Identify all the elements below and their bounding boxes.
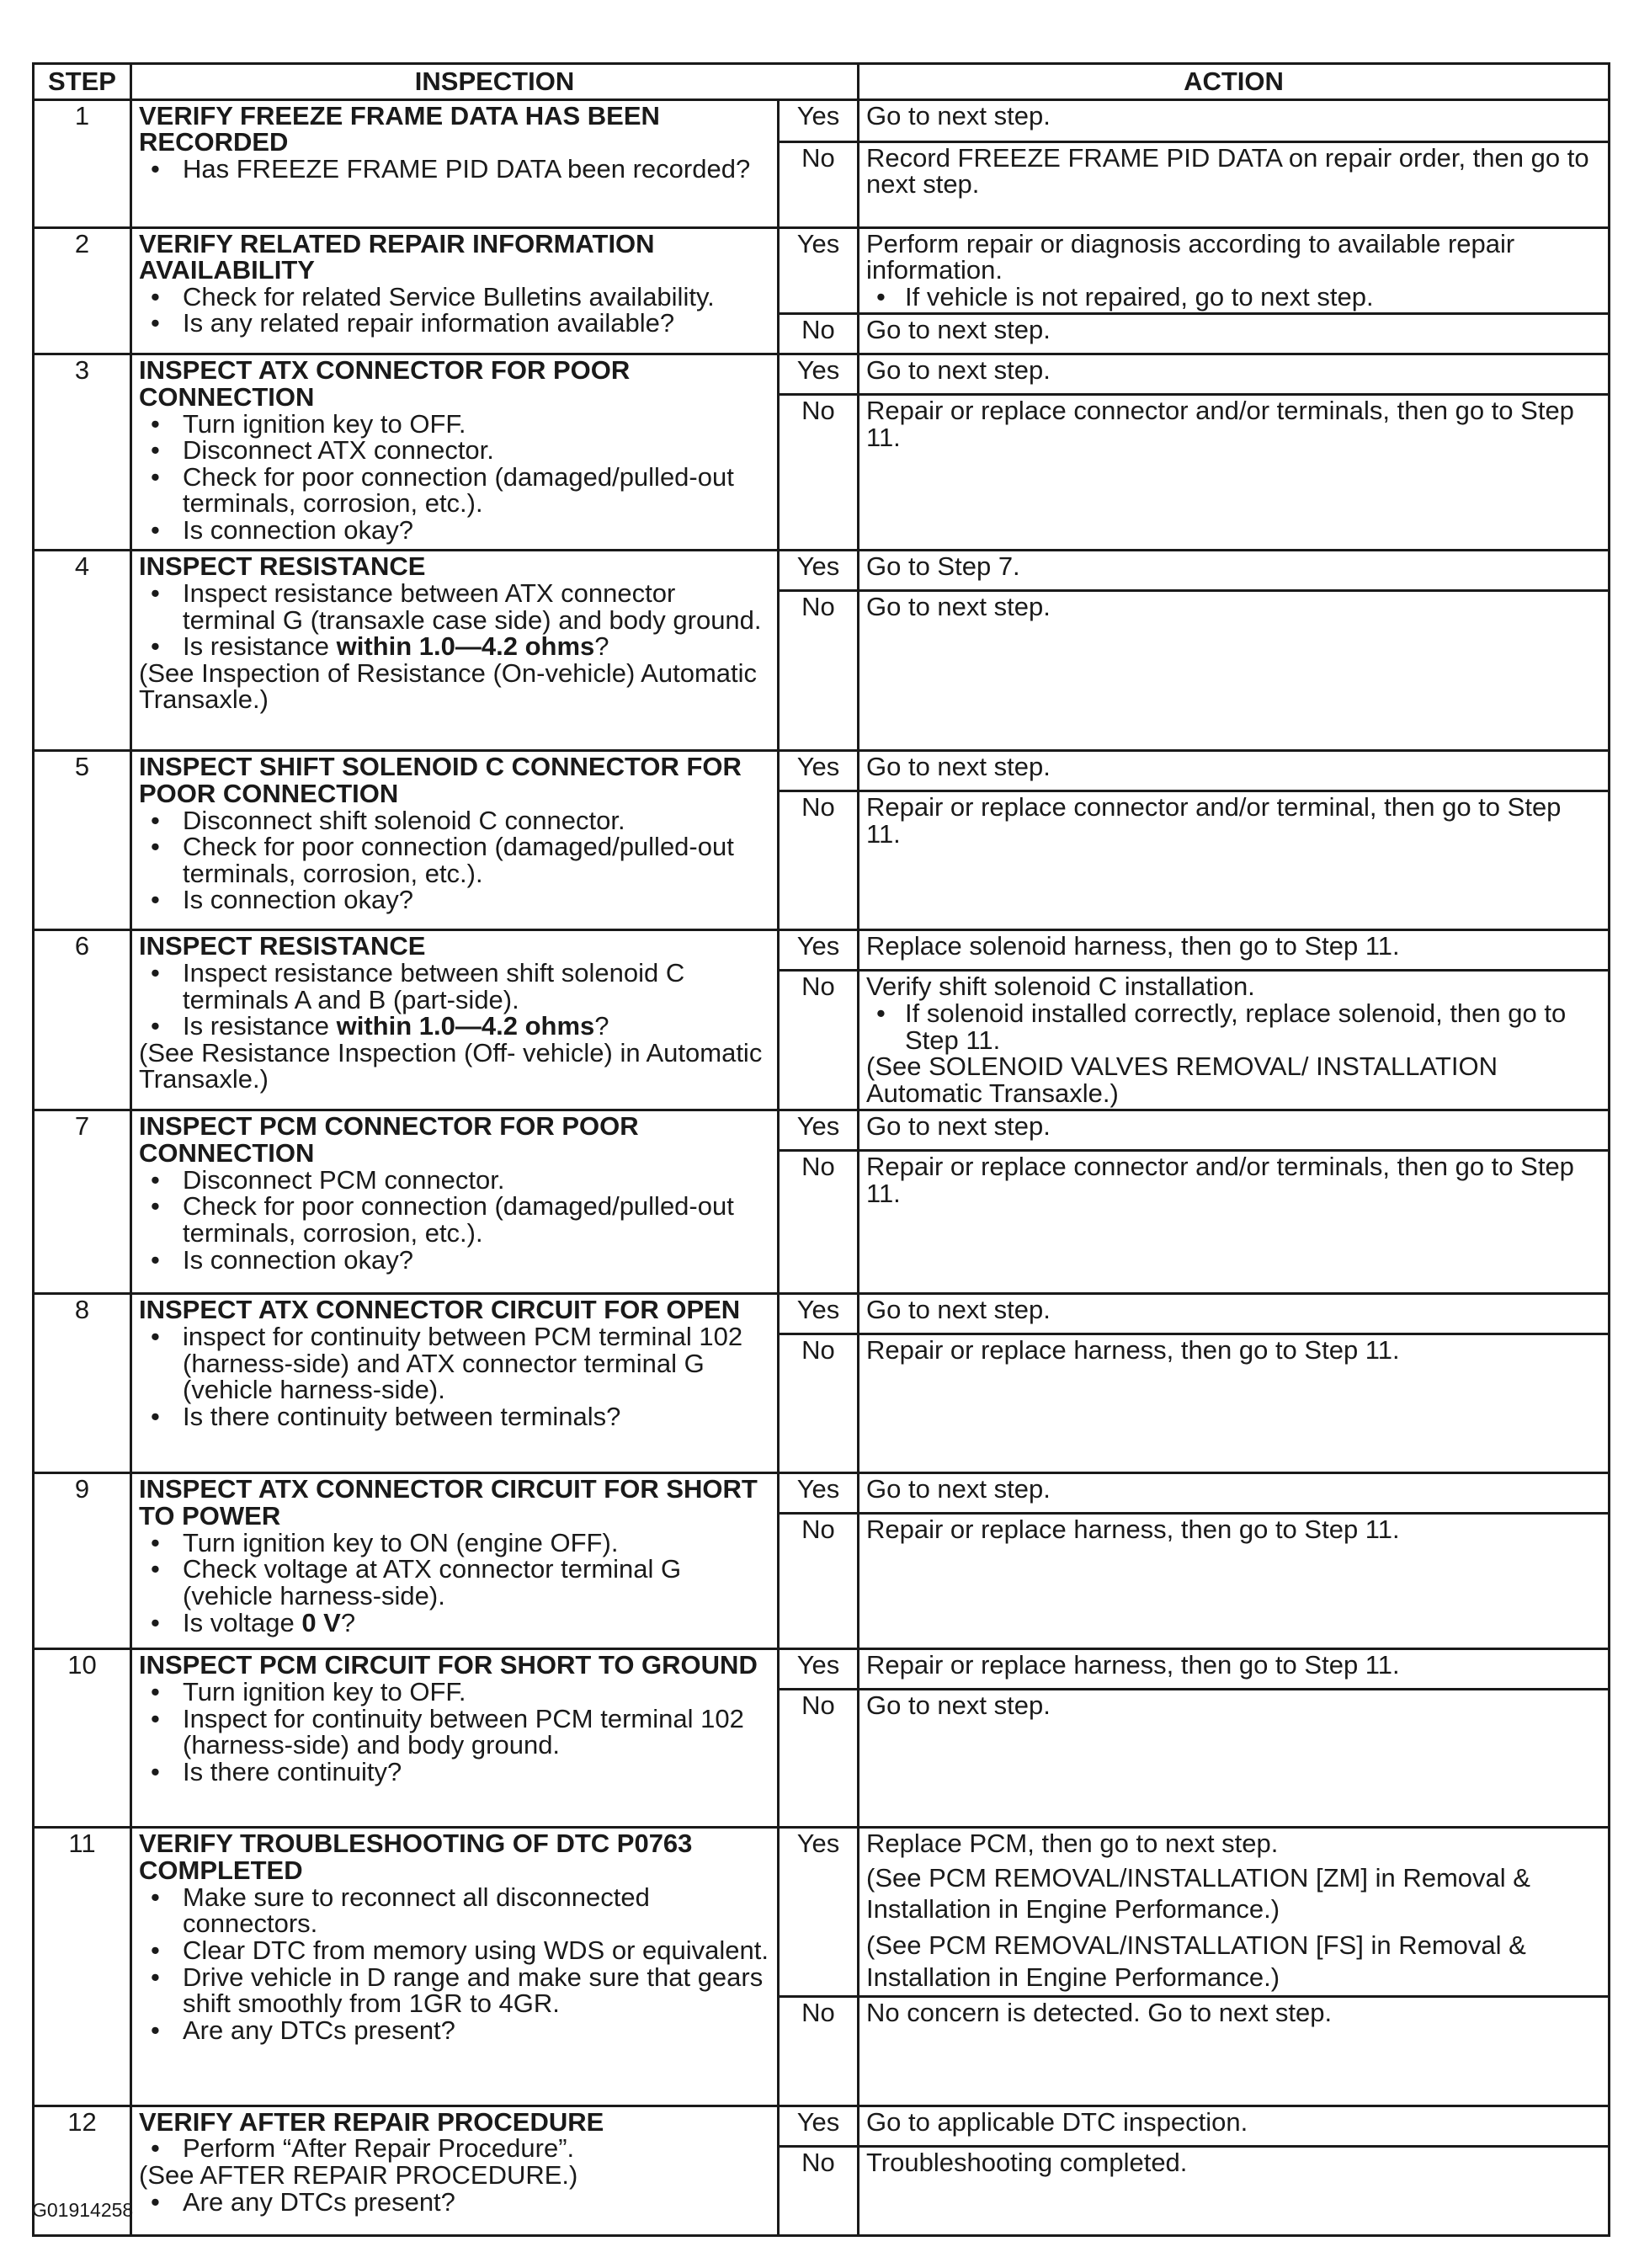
inspection-cell xyxy=(131,551,779,751)
step-number: 4 xyxy=(34,551,131,751)
no-action xyxy=(859,971,1610,1110)
yes-label: Yes xyxy=(779,751,859,791)
inspection-cell xyxy=(131,227,779,354)
yes-action xyxy=(859,930,1610,971)
table-row xyxy=(34,227,1610,314)
inspection-item: • Are any DTCs present? xyxy=(139,2189,770,2216)
inspection-item: • Has FREEZE FRAME PID DATA been recorded? xyxy=(139,156,770,183)
inspection-item: • Clear DTC from memory using WDS or equivalent. xyxy=(139,1937,770,1964)
yes-action xyxy=(859,1473,1610,1514)
table-row xyxy=(34,930,1610,971)
no-action xyxy=(859,1334,1610,1473)
table-row xyxy=(34,1828,1610,1996)
inspection-cell xyxy=(131,1110,779,1294)
inspection-item-text: Is resistance xyxy=(183,1011,337,1041)
action-text: No concern is detected. Go to next step. xyxy=(866,1997,1333,2027)
no-action xyxy=(859,2146,1610,2235)
action-reference-note: (See PCM REMOVAL/INSTALLATION [FS] in Removal & Installation in Engine Performance.) xyxy=(866,1930,1526,1992)
inspection-item-text: ? xyxy=(594,631,609,662)
no-label: No xyxy=(779,1690,859,1828)
step-number: 7 xyxy=(34,1110,131,1294)
inspection-cell xyxy=(131,1294,779,1473)
specification-value: within 1.0—4.2 ohms xyxy=(336,1011,595,1041)
no-action xyxy=(859,791,1610,930)
action-text: Go to next step. xyxy=(866,592,1051,622)
inspection-item: • Are any DTCs present? xyxy=(139,2017,770,2044)
inspection-item: • inspect for continuity between PCM terminal 102 (harness-side) and ATX connector terminal G (vehicle harness-side). xyxy=(139,1323,770,1403)
table-body xyxy=(34,99,1610,2235)
inspection-list xyxy=(139,807,770,913)
inspection-item: • Is any related repair information available? xyxy=(139,310,770,337)
inspection-item: • Drive vehicle in D range and make sure that gears shift smoothly from 1GR to 4GR. xyxy=(139,1964,770,2017)
no-action xyxy=(859,314,1610,354)
inspection-list xyxy=(139,580,770,660)
yes-label: Yes xyxy=(779,99,859,141)
yes-label: Yes xyxy=(779,1473,859,1514)
inspection-item: • Turn ignition key to OFF. xyxy=(139,411,770,438)
inspection-cell xyxy=(131,751,779,930)
step-number: 2 xyxy=(34,227,131,354)
inspection-list xyxy=(139,281,770,338)
yes-label: Yes xyxy=(779,1294,859,1334)
inspection-item xyxy=(139,633,770,660)
inspection-cell xyxy=(131,930,779,1110)
yes-label: Yes xyxy=(779,2106,859,2146)
inspection-title: INSPECT RESISTANCE xyxy=(139,931,426,961)
inspection-title: VERIFY TROUBLESHOOTING OF DTC P0763 COMPLETED xyxy=(139,1829,693,1886)
inspection-item: • Check for poor connection (damaged/pulled-out terminals, corrosion, etc.). xyxy=(139,1193,770,1246)
table-header-row xyxy=(34,64,1610,100)
no-action xyxy=(859,1996,1610,2106)
no-action xyxy=(859,395,1610,551)
inspection-title: INSPECT PCM CONNECTOR FOR POOR CONNECTION xyxy=(139,1111,639,1169)
table-row xyxy=(34,1473,1610,1514)
yes-label: Yes xyxy=(779,1828,859,1996)
inspection-cell xyxy=(131,1828,779,2106)
action-text: Go to next step. xyxy=(866,355,1051,386)
inspection-list xyxy=(139,960,770,1040)
inspection-title: INSPECT RESISTANCE xyxy=(139,551,426,582)
table-row xyxy=(34,551,1610,591)
inspection-item: • Turn ignition key to OFF. xyxy=(139,1679,770,1706)
inspection-item: • Check voltage at ATX connector terminal G (vehicle harness-side). xyxy=(139,1556,770,1609)
no-label: No xyxy=(779,2146,859,2235)
action-text: Replace PCM, then go to next step. xyxy=(866,1829,1279,1859)
inspection-cell xyxy=(131,1649,779,1828)
table-row xyxy=(34,1110,1610,1151)
inspection-item: • Inspect resistance between ATX connector terminal G (transaxle case side) and body ground. xyxy=(139,580,770,633)
inspection-item: • Disconnect shift solenoid C connector. xyxy=(139,807,770,834)
action-item: • If solenoid installed correctly, replace solenoid, then go to Step 11. xyxy=(866,1000,1601,1053)
step-number: 11 xyxy=(34,1828,131,2106)
header-step: STEP xyxy=(34,64,131,100)
inspection-item: • Make sure to reconnect all disconnected connectors. xyxy=(139,1884,770,1937)
no-action xyxy=(859,591,1610,751)
inspection-item-text: ? xyxy=(594,1011,609,1041)
inspection-list xyxy=(139,1323,770,1429)
table-row xyxy=(34,751,1610,791)
no-label: No xyxy=(779,1514,859,1649)
inspection-list xyxy=(139,1679,770,1785)
yes-action xyxy=(859,1110,1610,1151)
inspection-title: VERIFY AFTER REPAIR PROCEDURE xyxy=(139,2106,604,2137)
inspection-title: VERIFY RELATED REPAIR INFORMATION AVAILABILITY xyxy=(139,228,655,285)
no-label: No xyxy=(779,1334,859,1473)
inspection-item-text: Is voltage xyxy=(183,1607,302,1637)
action-text: Record FREEZE FRAME PID DATA on repair order, then go to next step. xyxy=(866,142,1589,200)
inspection-item: • Turn ignition key to ON (engine OFF). xyxy=(139,1530,770,1557)
yes-action xyxy=(859,1294,1610,1334)
action-text: Repair or replace connector and/or terminals, then go to Step 11. xyxy=(866,396,1574,453)
no-label: No xyxy=(779,791,859,930)
action-text: Repair or replace connector and/or terminals, then go to Step 11. xyxy=(866,1152,1574,1209)
specification-value: 0 V xyxy=(301,1607,341,1637)
action-text: Go to next step. xyxy=(866,752,1051,782)
specification-value: within 1.0—4.2 ohms xyxy=(336,631,595,662)
inspection-item-text: ? xyxy=(340,1607,356,1637)
no-label: No xyxy=(779,1151,859,1294)
inspection-item: • Is connection okay? xyxy=(139,1247,770,1274)
table-row xyxy=(34,2106,1610,2146)
no-action xyxy=(859,1514,1610,1649)
table-row xyxy=(34,99,1610,141)
action-text: Repair or replace harness, then go to Step 11. xyxy=(866,1335,1400,1366)
inspection-title: VERIFY FREEZE FRAME DATA HAS BEEN RECORDED xyxy=(139,100,660,157)
action-text: Go to next step. xyxy=(866,1474,1051,1504)
inspection-cell xyxy=(131,354,779,551)
inspection-item: • Is there continuity? xyxy=(139,1759,770,1786)
step-number: 1 xyxy=(34,99,131,227)
yes-label: Yes xyxy=(779,227,859,314)
inspection-title: INSPECT ATX CONNECTOR CIRCUIT FOR SHORT TO POWER xyxy=(139,1474,758,1531)
step-number: 6 xyxy=(34,930,131,1110)
action-text: Verify shift solenoid C installation. xyxy=(866,972,1255,1002)
inspection-title: INSPECT ATX CONNECTOR FOR POOR CONNECTION xyxy=(139,355,631,413)
action-item: • If vehicle is not repaired, go to next step. xyxy=(866,284,1601,311)
action-list xyxy=(866,281,1601,311)
inspection-item: • Check for related Service Bulletins availability. xyxy=(139,284,770,311)
step-number: 10 xyxy=(34,1649,131,1828)
yes-label: Yes xyxy=(779,1649,859,1690)
action-text: Go to next step. xyxy=(866,1295,1051,1325)
no-label: No xyxy=(779,1996,859,2106)
no-label: No xyxy=(779,314,859,354)
step-number: 3 xyxy=(34,354,131,551)
inspection-list xyxy=(139,2135,770,2162)
inspection-note: (See Resistance Inspection (Off- vehicle) in Automatic Transaxle.) xyxy=(139,1037,763,1094)
yes-action xyxy=(859,354,1610,395)
step-number: 5 xyxy=(34,751,131,930)
action-text: Repair or replace connector and/or terminal, then go to Step 11. xyxy=(866,792,1562,849)
no-label: No xyxy=(779,971,859,1110)
yes-label: Yes xyxy=(779,1110,859,1151)
inspection-cell xyxy=(131,99,779,227)
inspection-cell xyxy=(131,1473,779,1649)
inspection-list xyxy=(139,408,770,546)
no-action xyxy=(859,1690,1610,1828)
inspection-title: INSPECT PCM CIRCUIT FOR SHORT TO GROUND xyxy=(139,1650,758,1680)
step-number: 9 xyxy=(34,1473,131,1649)
table-row xyxy=(34,354,1610,395)
yes-action xyxy=(859,1828,1610,1996)
yes-label: Yes xyxy=(779,354,859,395)
inspection-title: INSPECT ATX CONNECTOR CIRCUIT FOR OPEN xyxy=(139,1295,741,1325)
action-reference-note: (See SOLENOID VALVES REMOVAL/ INSTALLATION Automatic Transaxle.) xyxy=(866,1051,1498,1108)
header-action: ACTION xyxy=(859,64,1610,100)
troubleshooting-table xyxy=(32,62,1610,2237)
inspection-item: • Check for poor connection (damaged/pulled-out terminals, corrosion, etc.). xyxy=(139,833,770,886)
inspection-note: (See Inspection of Resistance (On-vehicle) Automatic Transaxle.) xyxy=(139,658,758,715)
no-label: No xyxy=(779,591,859,751)
inspection-note: (See AFTER REPAIR PROCEDURE.) xyxy=(139,2160,578,2191)
no-action xyxy=(859,1151,1610,1294)
action-text: Perform repair or diagnosis according to available repair information. xyxy=(866,228,1515,285)
yes-action xyxy=(859,2106,1610,2146)
figure-id: G01914258 xyxy=(32,2199,134,2221)
inspection-item: • Is connection okay? xyxy=(139,517,770,544)
no-action xyxy=(859,141,1610,227)
inspection-item: • Inspect resistance between shift solenoid C terminals A and B (part-side). xyxy=(139,960,770,1013)
action-text: Troubleshooting completed. xyxy=(866,2147,1188,2177)
action-text: Go to Step 7. xyxy=(866,551,1020,582)
step-number: 8 xyxy=(34,1294,131,1473)
inspection-item: • Check for poor connection (damaged/pulled-out terminals, corrosion, etc.). xyxy=(139,464,770,517)
inspection-item: • Is there continuity between terminals? xyxy=(139,1403,770,1430)
inspection-title: INSPECT SHIFT SOLENOID C CONNECTOR FOR POOR CONNECTION xyxy=(139,752,742,809)
action-text: Repair or replace harness, then go to Step 11. xyxy=(866,1650,1400,1680)
inspection-list xyxy=(139,1527,770,1637)
inspection-item xyxy=(139,1607,770,1637)
no-label: No xyxy=(779,395,859,551)
yes-action xyxy=(859,99,1610,141)
action-text: Replace solenoid harness, then go to Step 11. xyxy=(866,931,1400,961)
inspection-item: • Perform “After Repair Procedure”. xyxy=(139,2135,770,2162)
action-text: Go to next step. xyxy=(866,100,1051,130)
table-row xyxy=(34,1294,1610,1334)
yes-label: Yes xyxy=(779,551,859,591)
action-list xyxy=(866,1000,1601,1053)
action-text: Go to next step. xyxy=(866,1690,1051,1721)
header-inspection: INSPECTION xyxy=(131,64,859,100)
yes-action xyxy=(859,227,1610,314)
inspection-item: • Disconnect ATX connector. xyxy=(139,437,770,464)
inspection-item: • Disconnect PCM connector. xyxy=(139,1167,770,1194)
inspection-item xyxy=(139,1013,770,1040)
inspection-item: • Inspect for continuity between PCM terminal 102 (harness-side) and body ground. xyxy=(139,1706,770,1759)
inspection-list xyxy=(139,1884,770,2044)
inspection-cell xyxy=(131,2106,779,2235)
inspection-list xyxy=(139,1164,770,1275)
yes-label: Yes xyxy=(779,930,859,971)
inspection-list xyxy=(139,153,770,184)
action-text: Repair or replace harness, then go to Step 11. xyxy=(866,1515,1400,1545)
inspection-list xyxy=(139,2186,770,2217)
action-text: Go to applicable DTC inspection. xyxy=(866,2106,1248,2137)
yes-action xyxy=(859,551,1610,591)
action-text: Go to next step. xyxy=(866,1111,1051,1142)
inspection-item: • Is connection okay? xyxy=(139,886,770,913)
table-row xyxy=(34,1649,1610,1690)
step-number: 12 xyxy=(34,2106,131,2235)
no-label: No xyxy=(779,141,859,227)
yes-action xyxy=(859,1649,1610,1690)
action-text: Go to next step. xyxy=(866,315,1051,345)
action-reference-note: (See PCM REMOVAL/INSTALLATION [ZM] in Removal & Installation in Engine Performance.) xyxy=(866,1863,1530,1925)
inspection-item-text: Is resistance xyxy=(183,631,337,662)
yes-action xyxy=(859,751,1610,791)
